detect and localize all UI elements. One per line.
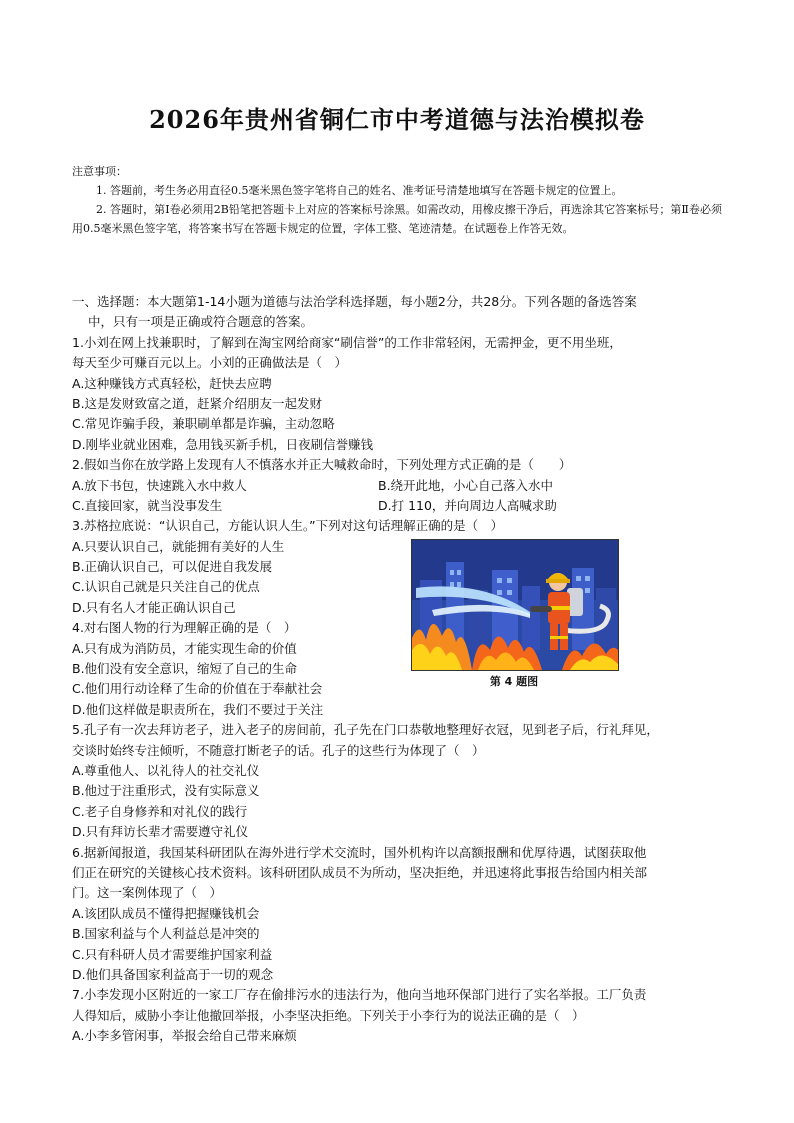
question-5-stem-cont: 交谈时始终专注倾听，不随意打断老子的话。孔子的这些行为体现了（ ） bbox=[72, 742, 485, 758]
question-7-stem: 7.小李发现小区附近的一家工厂存在偷排污水的违法行为，他向当地环保部门进行了实名举报。工厂负责 bbox=[72, 987, 647, 1003]
option-3b: B.正确认识自己，可以促进自我发展 bbox=[72, 559, 273, 575]
notes-item: 2. 答题时，第Ⅰ卷必须用2B铅笔把答题卡上对应的答案标号涂黑。如需改动，用橡皮擦干净后，再选涂其它答案标号；第Ⅱ卷必须用0.5毫米黑色签字笔，将答案书写在答题卡规定的位置，字体工整、笔迹清楚。在试题卷上作答无效。 bbox=[72, 203, 722, 235]
option-4b: B.他们没有安全意识，缩短了自己的生命 bbox=[72, 661, 298, 677]
question-2-stem: 2.假如当你在放学路上发现有人不慎落水并正大喊救命时，下列处理方式正确的是（ ） bbox=[72, 457, 572, 473]
option-2a: A.放下书包，快速跳入水中救人 bbox=[72, 477, 247, 493]
question-content bbox=[72, 292, 730, 1046]
question-6-stem: 6.据新闻报道，我国某科研团队在海外进行学术交流时，国外机构许以高额报酬和优厚待遇，试图获取他 bbox=[72, 844, 647, 860]
question-3-stem: 3.苏格拉底说：“认识自己，方能认识人生。”下列对这句话理解正确的是（ ） bbox=[72, 518, 504, 534]
option-2b: B.绕开此地，小心自己落入水中 bbox=[378, 477, 554, 493]
option-5a: A.尊重他人、以礼待人的社交礼仪 bbox=[72, 762, 260, 778]
option-4a: A.只有成为消防员，才能实现生命的价值 bbox=[72, 640, 297, 656]
question-6-stem-cont: 们正在研究的关键核心技术资料。该科研团队成员不为所动，坚决拒绝，并迅速将此事报告给国内相关部 bbox=[72, 864, 648, 880]
option-6a: A.该团队成员不懂得把握赚钱机会 bbox=[72, 905, 260, 921]
figure-caption: 第 4 题图 bbox=[489, 675, 539, 688]
option-7a: A.小李多管闲事，举报会给自己带来麻烦 bbox=[72, 1028, 297, 1044]
option-5c: C.老子自身修养和对礼仪的践行 bbox=[72, 803, 248, 819]
option-2d: D.打 110，并向周边人高喊求助 bbox=[378, 497, 557, 513]
option-3d: D.只有名人才能正确认识自己 bbox=[72, 599, 236, 615]
option-4c: C.他们用行动诠释了生命的价值在于奉献社会 bbox=[72, 681, 323, 697]
question-7-stem-cont: 人得知后，威胁小李让他撤回举报，小李坚决拒绝。下列关于小李行为的说法正确的是（ ） bbox=[72, 1007, 585, 1023]
option-1a: A.这种赚钱方式真轻松，赶快去应聘 bbox=[72, 375, 272, 391]
option-6d: D.他们具备国家利益高于一切的观念 bbox=[72, 966, 274, 982]
option-3c: C.认识自己就是只关注自己的优点 bbox=[72, 579, 260, 595]
option-2c: C.直接回家，就当没事发生 bbox=[72, 497, 223, 513]
notes-heading: 注意事项： bbox=[72, 165, 127, 178]
exam-notes bbox=[72, 162, 722, 238]
page-title: 2026年贵州省铜仁市中考道德与法治模拟卷 bbox=[149, 105, 645, 134]
firefighter-illustration bbox=[411, 539, 619, 671]
option-1d: D.刚毕业就业困难，急用钱买新手机，日夜刷信誉赚钱 bbox=[72, 436, 374, 452]
question-1-stem: 1.小刘在网上找兼职时，了解到在淘宝网给商家“刷信誉”的工作非常轻闲，无需押金，更不用坐班， bbox=[72, 334, 622, 350]
question-1-stem-cont: 每天至少可赚百元以上。小刘的正确做法是（ ） bbox=[72, 355, 348, 371]
section-heading: 一、选择题：本大题第1-14小题为道德与法治学科选择题，每小题2分，共28分。下列各题的备选答案 bbox=[72, 294, 637, 309]
question-5-stem: 5.孔子有一次去拜访老子，进入老子的房间前，孔子先在门口恭敬地整理好衣冠，见到老子后，行礼拜见， bbox=[72, 722, 659, 738]
question-6-stem-cont: 门。这一案例体现了（ ） bbox=[72, 885, 223, 901]
option-5d: D.只有拜访长辈才需要遵守礼仪 bbox=[72, 824, 249, 840]
option-6b: B.国家利益与个人利益总是冲突的 bbox=[72, 926, 260, 942]
option-3a: A.只要认识自己，就能拥有美好的人生 bbox=[72, 538, 285, 554]
option-5b: B.他过于注重形式，没有实际意义 bbox=[72, 783, 260, 799]
option-6c: C.只有科研人员才需要维护国家利益 bbox=[72, 946, 273, 962]
option-1b: B.这是发财致富之道，赶紧介绍朋友一起发财 bbox=[72, 395, 323, 411]
section-heading-cont: 中，只有一项是正确或符合题意的答案。 bbox=[88, 314, 314, 330]
option-1c: C.常见诈骗手段，兼职刷单都是诈骗，主动忽略 bbox=[72, 416, 335, 432]
notes-item: 1. 答题前，考生务必用直径0.5毫米黑色签字笔将自己的姓名、准考证号清楚地填写在答题卡规定的位置上。 bbox=[96, 184, 623, 197]
option-4d: D.他们这样做是职责所在，我们不要过于关注 bbox=[72, 701, 324, 717]
question-4-stem: 4.对右图人物的行为理解正确的是（ ） bbox=[72, 620, 297, 636]
